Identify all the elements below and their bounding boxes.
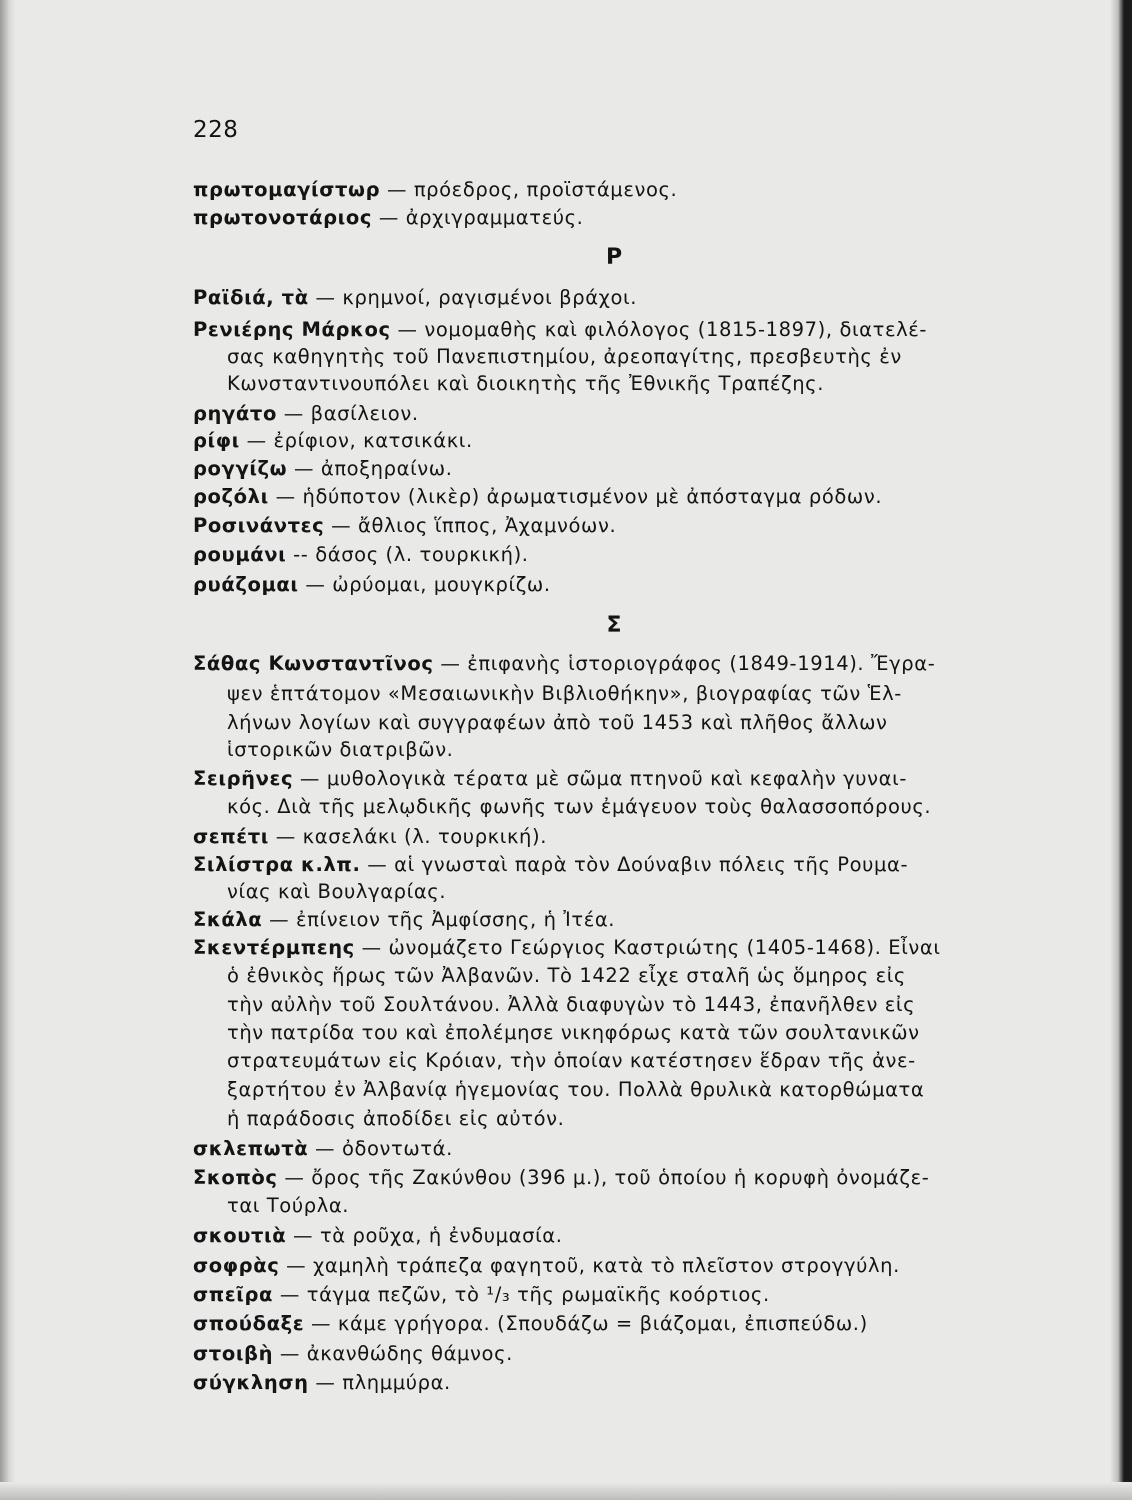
glossary-line: ται Τούρλα. — [227, 1194, 350, 1217]
glossary-line: Ρενιέρης Μάρκος — νομομαθὴς καὶ φιλόλογος (1815-1897), διατελέ- — [193, 318, 928, 341]
glossary-line: ψεν ἑπτάτομον «Μεσαιωνικὴν Βιβλιοθήκην», βιογραφίας τῶν Ἑλ- — [227, 682, 902, 705]
glossary-line: Σκοπὸς — ὄρος τῆς Ζακύνθου (396 μ.), τοῦ ὁποίου ἡ κορυφὴ ὀνομάζε- — [193, 1166, 930, 1189]
glossary-line: τὴν πατρίδα του καὶ ἐπολέμησε νικηφόρως κατὰ τῶν σουλτανικῶν — [227, 1021, 920, 1044]
glossary-line: Ραϊδιά, τὰ — κρημνοί, ραγισμένοι βράχοι. — [193, 286, 638, 309]
glossary-line: ἱστορικῶν διατριβῶν. — [227, 738, 454, 761]
section-header-sigma: Σ — [606, 613, 622, 638]
glossary-line: Ροσινάντες — ἄθλιος ἵππος, Ἀχαμνόων. — [193, 514, 617, 537]
glossary-line: σπούδαξε — κάμε γρήγορα. (Σπουδάζω = βιάζομαι, ἐπισπεύδω.) — [193, 1312, 868, 1335]
glossary-line: ξαρτήτου ἐν Ἀλβανίᾳ ἡγεμονίας του. Πολλὰ θρυλικὰ κατορθώματα — [227, 1078, 925, 1101]
glossary-line: Σάθας Κωνσταντῖνος — ἐπιφανὴς ἱστοριογράφος (1849-1914). Ἔγρα- — [193, 652, 936, 675]
glossary-line: κός. Διὰ τῆς μελῳδικῆς φωνῆς των ἐμάγευον τοὺς θαλασσοπόρους. — [227, 795, 932, 818]
glossary-line: ρουμάνι -- δάσος (λ. τουρκική). — [193, 543, 529, 566]
glossary-line: σεπέτι — κασελάκι (λ. τουρκική). — [193, 825, 548, 848]
glossary-line: ὁ ἐθνικὸς ἥρως τῶν Ἀλβανῶν. Τὸ 1422 εἶχε σταλῆ ὡς ὅμηρος εἰς — [227, 964, 906, 987]
glossary-line: νίας καὶ Βουλγαρίας. — [227, 880, 447, 903]
glossary-line: ροζόλι — ἡδύποτον (λικὲρ) ἀρωματισμένον μὲ ἀπόσταγμα ρόδων. — [193, 485, 883, 508]
glossary-line: ἡ παράδοσις ἀποδίδει εἰς αὐτόν. — [227, 1107, 565, 1130]
glossary-line: στοιβὴ — ἀκανθώδης θάμνος. — [193, 1342, 513, 1365]
page-number: 228 — [193, 117, 239, 143]
glossary-line: σκουτιὰ — τὰ ροῦχα, ἡ ἐνδυμασία. — [193, 1224, 563, 1247]
glossary-line: λήνων λογίων καὶ συγγραφέων ἀπὸ τοῦ 1453 καὶ πλῆθος ἄλλων — [227, 711, 888, 734]
glossary-line: Σκάλα — ἐπίνειον τῆς Ἀμφίσσης, ἡ Ἰτέα. — [193, 908, 616, 931]
glossary-line: στρατευμάτων εἰς Κρόιαν, τὴν ὁποίαν κατέστησεν ἕδραν τῆς ἀνε- — [227, 1049, 916, 1072]
page-edge-left — [0, 0, 16, 1500]
glossary-line: τὴν αὐλὴν τοῦ Σουλτάνου. Ἀλλὰ διαφυγὼν τὸ 1443, ἐπανῆλθεν εἰς — [227, 993, 916, 1016]
glossary-line: Σιλίστρα κ.λπ. — αἱ γνωσταὶ παρὰ τὸν Δούναβιν πόλεις τῆς Ρουμα- — [193, 853, 909, 876]
glossary-line: Σειρῆνες — μυθολογικὰ τέρατα μὲ σῶμα πτηνοῦ καὶ κεφαλὴν γυναι- — [193, 767, 907, 790]
glossary-line: πρωτονοτάριος — ἀρχιγραμματεύς. — [193, 206, 584, 229]
page-edge-bottom — [0, 1482, 1132, 1500]
glossary-line: ρηγάτο — βασίλειον. — [193, 402, 419, 425]
glossary-line: σκλεπωτὰ — ὀδοντωτά. — [193, 1137, 453, 1160]
glossary-line: σοφρὰς — χαμηλὴ τράπεζα φαγητοῦ, κατὰ τὸ πλεῖστον στρογγύλη. — [193, 1254, 900, 1277]
glossary-line: πρωτομαγίστωρ — πρόεδρος, προϊστάμενος. — [193, 178, 678, 201]
glossary-line: Σκεντέρμπεης — ὠνομάζετο Γεώργιος Καστριώτης (1405-1468). Εἶναι — [193, 936, 941, 959]
section-header-rho: Ρ — [605, 245, 623, 270]
glossary-line: Κωνσταντινουπόλει καὶ διοικητὴς τῆς Ἐθνικῆς Τραπέζης. — [227, 372, 824, 395]
page-edge-right — [1110, 0, 1132, 1500]
glossary-line: σας καθηγητὴς τοῦ Πανεπιστημίου, ἀρεοπαγίτης, πρεσβευτὴς ἐν — [227, 345, 902, 368]
glossary-line: ρυάζομαι — ὠρύομαι, μουγκρίζω. — [193, 573, 551, 596]
glossary-line: σπεῖρα — τάγμα πεζῶν, τὸ ¹/₃ τῆς ρωμαϊκῆς κοόρτιος. — [193, 1283, 770, 1306]
glossary-line: σύγκληση — πλημμύρα. — [193, 1371, 451, 1394]
glossary-line: ρογγίζω — ἀποξηραίνω. — [193, 457, 453, 480]
glossary-line: ρίφι — ἐρίφιον, κατσικάκι. — [193, 429, 473, 452]
